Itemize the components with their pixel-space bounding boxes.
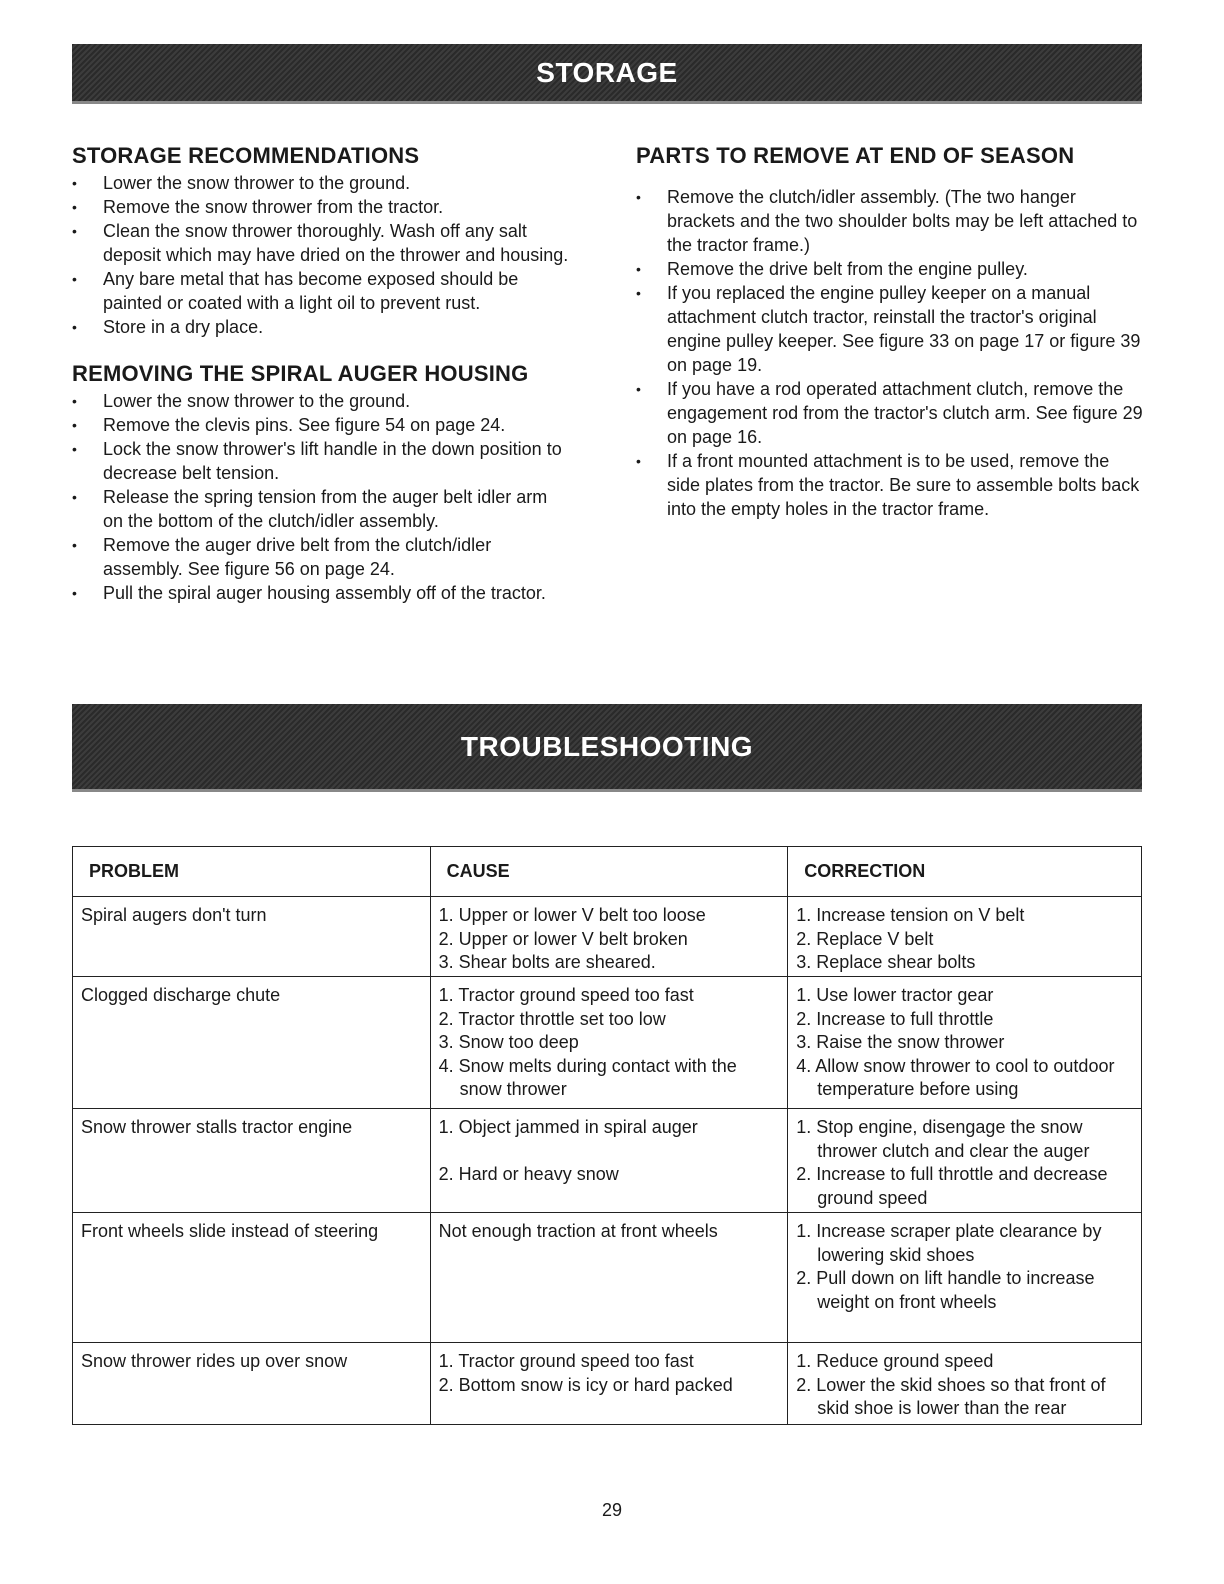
header-correction: CORRECTION bbox=[788, 847, 1142, 897]
correction-cell bbox=[788, 1343, 1142, 1425]
table-row bbox=[73, 977, 1142, 1109]
correction-item: 1. Stop engine, disengage the snow thrower clutch and clear the auger bbox=[796, 1117, 1090, 1161]
problem-text: Snow thrower stalls tractor engine bbox=[81, 1117, 353, 1137]
list-item: • Remove the auger drive belt from the clutch/idler assembly. See figure 56 on page 24. bbox=[72, 533, 572, 581]
table-row bbox=[73, 1109, 1142, 1213]
cause-item: 2. Bottom snow is icy or hard packed bbox=[438, 1374, 733, 1395]
cause-item: 1. Tractor ground speed too fast bbox=[438, 1351, 694, 1371]
storage-left-column bbox=[72, 143, 572, 605]
table-row bbox=[73, 1343, 1142, 1425]
troubleshooting-banner bbox=[72, 704, 1142, 792]
cause-item: 1. Tractor ground speed too fast bbox=[438, 985, 694, 1005]
cause-cell bbox=[430, 1343, 788, 1425]
correction-cell bbox=[788, 977, 1142, 1109]
storage-recommendations-list bbox=[72, 171, 572, 339]
problem-text: Clogged discharge chute bbox=[81, 985, 281, 1005]
header-cause: CAUSE bbox=[430, 847, 788, 897]
problem-cell bbox=[73, 1213, 431, 1343]
list-item: • If you replaced the engine pulley keeper on a manual attachment clutch tractor, reinstall the tractor's original engine pulley keeper. See figure 33 on page 17 or figure 39 on page 19. bbox=[636, 281, 1146, 377]
list-item: • Lock the snow thrower's lift handle in the down position to decrease belt tension. bbox=[72, 437, 572, 485]
troubleshooting-table bbox=[72, 846, 1142, 1425]
list-item: • If a front mounted attachment is to be used, remove the side plates from the tractor. Be sure to assemble bolts back into the empty holes in the tractor frame. bbox=[636, 449, 1146, 521]
list-item: • Pull the spiral auger housing assembly off of the tractor. bbox=[72, 581, 572, 605]
parts-to-remove-heading: PARTS TO REMOVE AT END OF SEASON bbox=[636, 143, 1075, 168]
list-item: • Release the spring tension from the auger belt idler arm on the bottom of the clutch/idler assembly. bbox=[72, 485, 572, 533]
correction-item: 2. Increase to full throttle bbox=[796, 1008, 994, 1029]
problem-cell bbox=[73, 977, 431, 1109]
storage-right-column bbox=[636, 143, 1146, 521]
correction-item: 3. Replace shear bolts bbox=[796, 952, 976, 972]
list-item: • Store in a dry place. bbox=[72, 315, 572, 339]
cause-item: 2. Upper or lower V belt broken bbox=[438, 928, 688, 949]
list-item: • Remove the drive belt from the engine pulley. bbox=[636, 257, 1146, 281]
cause-cell bbox=[430, 1109, 788, 1213]
cause-item: 4. Snow melts during contact with the snow thrower bbox=[438, 1055, 737, 1099]
removing-auger-heading: REMOVING THE SPIRAL AUGER HOUSING bbox=[72, 361, 529, 386]
cause-cell bbox=[430, 977, 788, 1109]
correction-item: 2. Increase to full throttle and decrease ground speed bbox=[796, 1164, 1108, 1208]
storage-recommendations-heading: STORAGE RECOMMENDATIONS bbox=[72, 143, 420, 168]
problem-cell bbox=[73, 1343, 431, 1425]
cause-item: 3. Shear bolts are sheared. bbox=[438, 952, 656, 972]
problem-text: Snow thrower rides up over snow bbox=[81, 1351, 348, 1371]
list-item: • Any bare metal that has become exposed should be painted or coated with a light oil to prevent rust. bbox=[72, 267, 572, 315]
header-problem: PROBLEM bbox=[73, 847, 431, 897]
correction-item: 2. Pull down on lift handle to increase weight on front wheels bbox=[796, 1268, 1095, 1312]
cause-item: 2. Tractor throttle set too low bbox=[438, 1008, 666, 1029]
section-title: TROUBLESHOOTING bbox=[460, 730, 754, 762]
problem-text: Front wheels slide instead of steering bbox=[81, 1221, 379, 1241]
cause-cell bbox=[430, 897, 788, 977]
parts-to-remove-list bbox=[636, 185, 1146, 521]
correction-item: 1. Use lower tractor gear bbox=[796, 985, 994, 1005]
cause-item: 1. Object jammed in spiral auger bbox=[438, 1117, 698, 1137]
correction-cell bbox=[788, 897, 1142, 977]
problem-text: Spiral augers don't turn bbox=[81, 905, 267, 925]
correction-item: 4. Allow snow thrower to cool to outdoor temperature before using bbox=[796, 1055, 1115, 1099]
removing-auger-list bbox=[72, 389, 572, 605]
cause-item: Not enough traction at front wheels bbox=[438, 1221, 718, 1241]
storage-banner bbox=[72, 44, 1142, 104]
cause-item: 2. Hard or heavy snow bbox=[438, 1164, 619, 1184]
cause-item: 1. Upper or lower V belt too loose bbox=[438, 905, 706, 925]
list-item: • Remove the snow thrower from the tractor. bbox=[72, 195, 572, 219]
list-item: • Clean the snow thrower thoroughly. Wash off any salt deposit which may have dried on the thrower and housing. bbox=[72, 219, 572, 267]
correction-cell bbox=[788, 1213, 1142, 1343]
problem-cell bbox=[73, 897, 431, 977]
correction-item: 1. Increase tension on V belt bbox=[796, 905, 1025, 925]
problem-cell bbox=[73, 1109, 431, 1213]
list-item: • Lower the snow thrower to the ground. bbox=[72, 171, 572, 195]
correction-item: 3. Raise the snow thrower bbox=[796, 1032, 1005, 1052]
section-title: STORAGE bbox=[536, 56, 678, 88]
list-item: • Lower the snow thrower to the ground. bbox=[72, 389, 572, 413]
table-row bbox=[73, 1213, 1142, 1343]
correction-cell bbox=[788, 1109, 1142, 1213]
page-number: 29 bbox=[601, 1500, 623, 1520]
correction-item: 2. Replace V belt bbox=[796, 928, 934, 949]
list-item: • If you have a rod operated attachment clutch, remove the engagement rod from the tractor's clutch arm. See figure 29 on page 16. bbox=[636, 377, 1146, 449]
list-item: • Remove the clutch/idler assembly. (The two hanger brackets and the two shoulder bolts may be left attached to the tractor frame.) bbox=[636, 185, 1146, 257]
table-row bbox=[73, 897, 1142, 977]
cause-item: 3. Snow too deep bbox=[438, 1032, 579, 1052]
cause-cell bbox=[430, 1213, 788, 1343]
correction-item: 1. Increase scraper plate clearance by lowering skid shoes bbox=[796, 1221, 1102, 1265]
list-item: • Remove the clevis pins. See figure 54 on page 24. bbox=[72, 413, 572, 437]
correction-item: 2. Lower the skid shoes so that front of skid shoe is lower than the rear bbox=[796, 1374, 1106, 1418]
correction-item: 1. Reduce ground speed bbox=[796, 1351, 994, 1371]
